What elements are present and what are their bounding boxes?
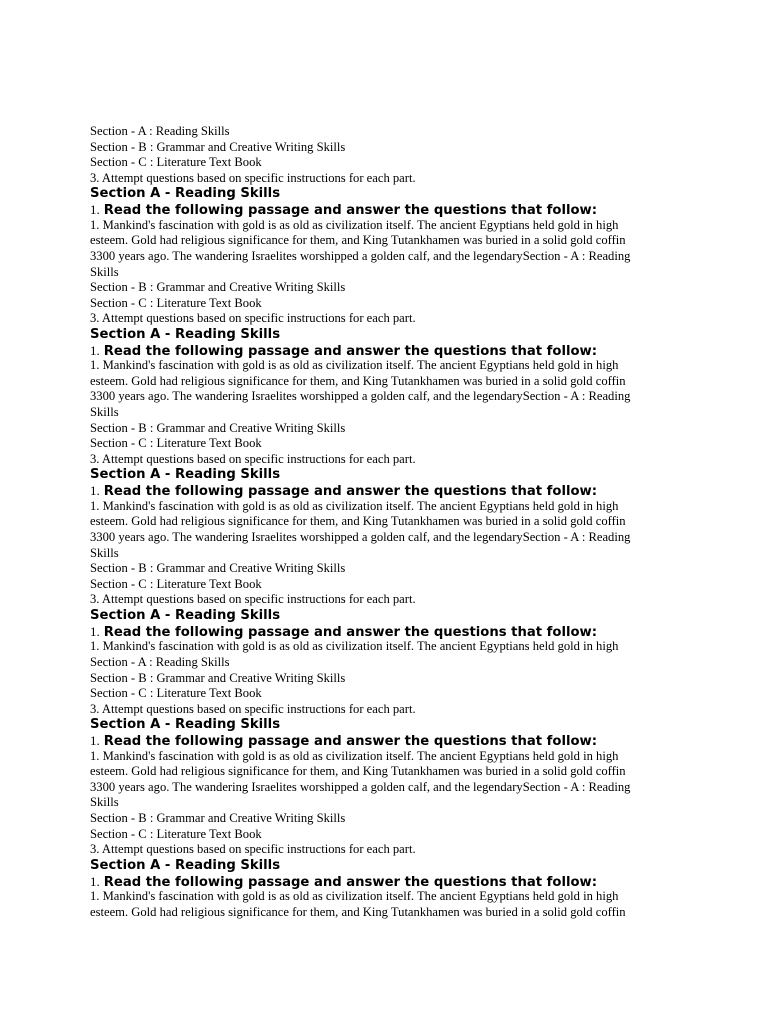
text-line: Section - C : Literature Text Book: [90, 826, 262, 841]
text-line: 1. Mankind's fascination with gold is as old as civilization itself. The ancient Egyptians held gold in high: [90, 358, 619, 373]
text-line: 3. Attempt questions based on specific instructions for each part.: [90, 451, 416, 466]
text-line: 3300 years ago. The wandering Israelites worshipped a golden calf, and the legendarySection - A : Reading: [90, 779, 631, 794]
question-text: Read the following passage and answer the questions that follow:: [103, 343, 598, 359]
text-line: Section - C : Literature Text Book: [90, 686, 262, 701]
text-line: esteem. Gold had religious significance for them, and King Tutankhamen was buried in a solid gold coffin: [90, 373, 626, 388]
text-line: esteem. Gold had religious significance for them, and King Tutankhamen was buried in a solid gold coffin: [90, 233, 626, 248]
question-prompt: [90, 483, 680, 499]
text-line: Section - B : Grammar and Creative Writing Skills: [90, 280, 346, 295]
section-heading: Section A - Reading Skills: [90, 186, 281, 202]
question-number: 1.: [90, 733, 100, 748]
text-line: esteem. Gold had religious significance for them, and King Tutankhamen was buried in a solid gold coffin: [90, 904, 626, 919]
question-prompt: [90, 733, 680, 749]
question-text: Read the following passage and answer the questions that follow:: [103, 874, 598, 890]
section-heading: Section A - Reading Skills: [90, 326, 281, 342]
text-line: Section - A : Reading Skills: [90, 654, 230, 669]
text-line: Section - C : Literature Text Book: [90, 155, 262, 170]
text-line: Section - C : Literature Text Book: [90, 295, 262, 310]
section-heading: Section A - Reading Skills: [90, 467, 281, 483]
question-prompt: [90, 624, 680, 640]
text-line: esteem. Gold had religious significance for them, and King Tutankhamen was buried in a solid gold coffin: [90, 764, 626, 779]
question-text: Read the following passage and answer the questions that follow:: [103, 484, 598, 500]
question-number: 1.: [90, 342, 100, 358]
text-line: Skills: [90, 795, 119, 810]
text-line: esteem. Gold had religious significance for them, and King Tutankhamen was buried in a solid gold coffin: [90, 514, 626, 529]
text-line: Skills: [90, 545, 119, 560]
text-line: 1. Mankind's fascination with gold is as old as civilization itself. The ancient Egyptians held gold in high: [90, 748, 619, 763]
text-line: Skills: [90, 405, 119, 420]
question-number: 1.: [90, 873, 100, 889]
text-line: Section - B : Grammar and Creative Writing Skills: [90, 139, 346, 154]
section-heading: Section A - Reading Skills: [90, 857, 281, 873]
text-line: 3. Attempt questions based on specific instructions for each part.: [90, 170, 416, 185]
text-line: Section - A : Reading Skills: [90, 124, 230, 138]
question-number: 1.: [90, 202, 100, 218]
question-prompt: [90, 343, 680, 359]
text-line: 1. Mankind's fascination with gold is as old as civilization itself. The ancient Egyptians held gold in high: [90, 889, 619, 904]
text-line: 3. Attempt questions based on specific instructions for each part.: [90, 842, 416, 857]
document-page: [90, 124, 680, 920]
text-line: Section - C : Literature Text Book: [90, 436, 262, 451]
question-text: Read the following passage and answer the questions that follow:: [103, 624, 598, 640]
question-prompt: [90, 202, 680, 218]
text-line: 3. Attempt questions based on specific instructions for each part.: [90, 701, 416, 716]
text-line: 3300 years ago. The wandering Israelites worshipped a golden calf, and the legendarySection - A : Reading: [90, 530, 631, 544]
question-text: Read the following passage and answer the questions that follow:: [103, 203, 598, 219]
text-line: 1. Mankind's fascination with gold is as old as civilization itself. The ancient Egyptians held gold in high: [90, 498, 619, 513]
text-line: Section - B : Grammar and Creative Writing Skills: [90, 420, 346, 435]
question-number: 1.: [90, 483, 100, 499]
question-text: Read the following passage and answer the questions that follow:: [103, 734, 598, 749]
question-number: 1.: [90, 623, 100, 639]
text-line: Section - C : Literature Text Book: [90, 576, 262, 591]
section-heading: Section A - Reading Skills: [90, 607, 281, 623]
text-line: 3300 years ago. The wandering Israelites worshipped a golden calf, and the legendarySection - A : Reading: [90, 389, 631, 404]
text-line: Section - B : Grammar and Creative Writing Skills: [90, 811, 346, 826]
text-line: Skills: [90, 264, 119, 279]
text-line: 1. Mankind's fascination with gold is as old as civilization itself. The ancient Egyptians held gold in high: [90, 217, 619, 232]
question-prompt: [90, 874, 680, 890]
text-line: Section - B : Grammar and Creative Writing Skills: [90, 561, 346, 576]
text-line: 3. Attempt questions based on specific instructions for each part.: [90, 311, 416, 326]
text-line: 1. Mankind's fascination with gold is as old as civilization itself. The ancient Egyptians held gold in high: [90, 639, 619, 654]
section-heading: Section A - Reading Skills: [90, 717, 281, 733]
text-line: Section - B : Grammar and Creative Writing Skills: [90, 670, 346, 685]
text-line: 3. Attempt questions based on specific instructions for each part.: [90, 592, 416, 607]
text-line: 3300 years ago. The wandering Israelites worshipped a golden calf, and the legendarySection - A : Reading: [90, 248, 631, 263]
